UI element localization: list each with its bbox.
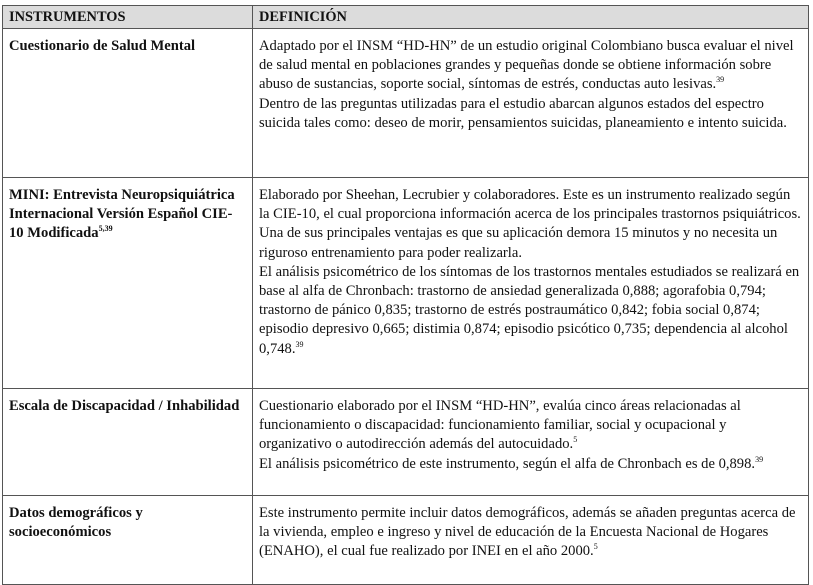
definition-paragraph bbox=[259, 455, 802, 474]
table-row bbox=[3, 496, 809, 585]
reference-sup: 39 bbox=[295, 339, 304, 349]
reference-sup: 5 bbox=[573, 435, 578, 445]
definition-text: El análisis psicométrico de los síntomas de los trastornos mentales estudiados se realizará en base al alfa de Chronbach: trastorno de ansiedad generalizada 0,888; agorafobia 0,794; trastorno de pánico 0,835; trastorno de estrés postraumático 0,842; fobia social 0,874; episodio depresivo 0,665; distimia 0,874; episodio psicótico 0,735; dependencia al alcohol 0,748. bbox=[259, 263, 800, 357]
reference-sup: 5 bbox=[593, 542, 598, 552]
table-row bbox=[3, 178, 809, 389]
definition-paragraph bbox=[259, 95, 802, 133]
instrument-name: MINI: Entrevista Neuropsiquiátrica Internacional Versión Español CIE-10 Modificada bbox=[9, 187, 235, 242]
definition-paragraph bbox=[259, 186, 802, 263]
instrument-name-ref: 5,39 bbox=[98, 224, 113, 234]
definition-paragraph bbox=[259, 397, 802, 455]
instrument-name-cell bbox=[3, 496, 253, 585]
instrument-name-cell bbox=[3, 29, 253, 178]
table-row bbox=[3, 29, 809, 178]
definition-cell bbox=[253, 389, 809, 496]
instrument-name: Escala de Discapacidad / Inhabilidad bbox=[9, 398, 240, 414]
instruments-table-container bbox=[2, 5, 808, 585]
header-row bbox=[3, 6, 809, 29]
definition-text: Este instrumento permite incluir datos demográficos, además se añaden preguntas acerca de la vivienda, empleo e ingreso y nivel de educación de la Encuesta Nacional de Hogares (ENAHO), el cual fue realizado por INEI en el año 2000. bbox=[259, 505, 796, 560]
definition-paragraph bbox=[259, 504, 802, 562]
reference-sup: 39 bbox=[716, 75, 725, 85]
table-row bbox=[3, 389, 809, 496]
definition-text: Dentro de las preguntas utilizadas para el estudio abarcan algunos estados del espectro suicida tales como: deseo de morir, pensamientos suicidas, planeamiento e intento suicida. bbox=[259, 95, 787, 131]
instrument-name-cell bbox=[3, 389, 253, 496]
instrument-name: Cuestionario de Salud Mental bbox=[9, 38, 196, 54]
definition-text: Cuestionario elaborado por el INSM “HD-HN”, evalúa cinco áreas relacionadas al funcionamiento o discapacidad: funcionamiento familiar, social y ocupacional y organizativo o autodirección además del autocuidado. bbox=[259, 398, 741, 453]
definition-cell bbox=[253, 496, 809, 585]
definition-text: Elaborado por Sheehan, Lecrubier y colaboradores. Este es un instrumento realizado según la CIE-10, el cual proporciona información acerca de los principales trastornos psiquiátricos. Una de sus principales ventajas es que su aplicación demora 15 minutos y no necesita un riguroso entrenamiento para poder realizarla. bbox=[259, 187, 801, 261]
instrument-name-cell bbox=[3, 178, 253, 389]
definition-text: El análisis psicométrico de este instrumento, según el alfa de Chronbach es de 0,898. bbox=[259, 455, 756, 472]
instruments-table bbox=[2, 5, 809, 585]
definition-cell bbox=[253, 29, 809, 178]
reference-sup: 39 bbox=[755, 454, 764, 464]
definition-paragraph bbox=[259, 37, 802, 95]
definition-cell bbox=[253, 178, 809, 389]
definition-text: Adaptado por el INSM “HD-HN” de un estudio original Colombiano busca evaluar el nivel de salud mental en poblaciones grandes y pequeñas donde se obtiene información sobre abuso de sustancias, soporte social, síntomas de estrés, conductas auto lesivas. bbox=[259, 38, 794, 93]
definition-paragraph bbox=[259, 263, 802, 359]
instrument-name: Datos demográficos y socioeconómicos bbox=[9, 505, 143, 541]
header-definicion: DEFINICIÓN bbox=[253, 6, 809, 29]
header-instrumentos: INSTRUMENTOS bbox=[3, 6, 253, 29]
